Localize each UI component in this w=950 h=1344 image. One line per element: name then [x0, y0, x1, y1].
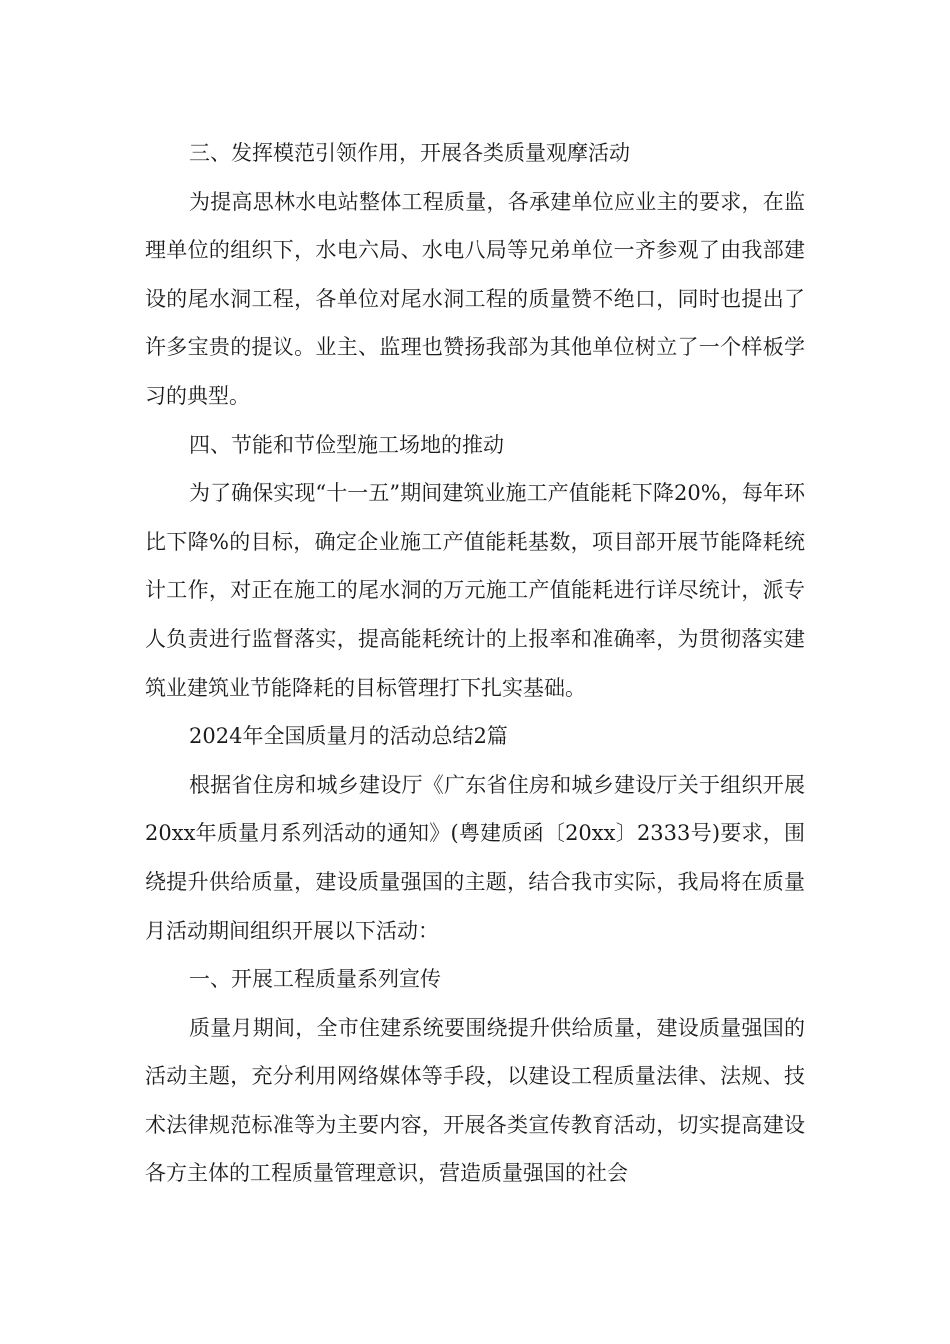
paragraph-notice: 根据省住房和城乡建设厅《广东省住房和城乡建设厅关于组织开展20xx年质量月系列活动的通知》(粤建质函〔20xx〕2333号)要求，围绕提升供给质量，建设质量强国的主题，结合我市实际，我局将在质量月活动期间组织开展以下活动：	[145, 772, 805, 943]
paragraph-energy-saving: 为了确保实现“十一五”期间建筑业施工产值能耗下降20%，每年环比下降%的目标，确定企业施工产值能耗基数，项目部开展节能降耗统计工作，对正在施工的尾水洞的万元施工产值能耗进行详尽统计，派专人负责进行监督落实，提高能耗统计的上报率和准确率，为贯彻落实建筑业建筑业节能降耗的目标管理打下扎实基础。	[145, 481, 805, 700]
paragraph-publicity: 质量月期间，全市住建系统要围绕提升供给质量，建设质量强国的活动主题，充分利用网络媒体等手段，以建设工程质量法律、法规、技术法律规范标准等为主要内容，开展各类宣传教育活动，切实提高建设各方主体的工程质量管理意识，营造质量强国的社会	[145, 1015, 805, 1186]
section-heading-1: 一、开展工程质量系列宣传	[189, 967, 441, 992]
section-heading-4: 四、节能和节俭型施工场地的推动	[189, 432, 504, 457]
paragraph-observation: 为提高思林水电站整体工程质量，各承建单位应业主的要求，在监理单位的组织下，水电六局、水电八局等兄弟单位一齐参观了由我部建设的尾水洞工程，各单位对尾水洞工程的质量赞不绝口，同时也提出了许多宝贵的提议。业主、监理也赞扬我部为其他单位树立了一个样板学习的典型。	[145, 189, 805, 408]
article-title-2: 2024年全国质量月的活动总结2篇	[189, 724, 508, 749]
document-body	[145, 129, 805, 1198]
section-heading-3: 三、发挥模范引领作用，开展各类质量观摩活动	[189, 141, 630, 165]
